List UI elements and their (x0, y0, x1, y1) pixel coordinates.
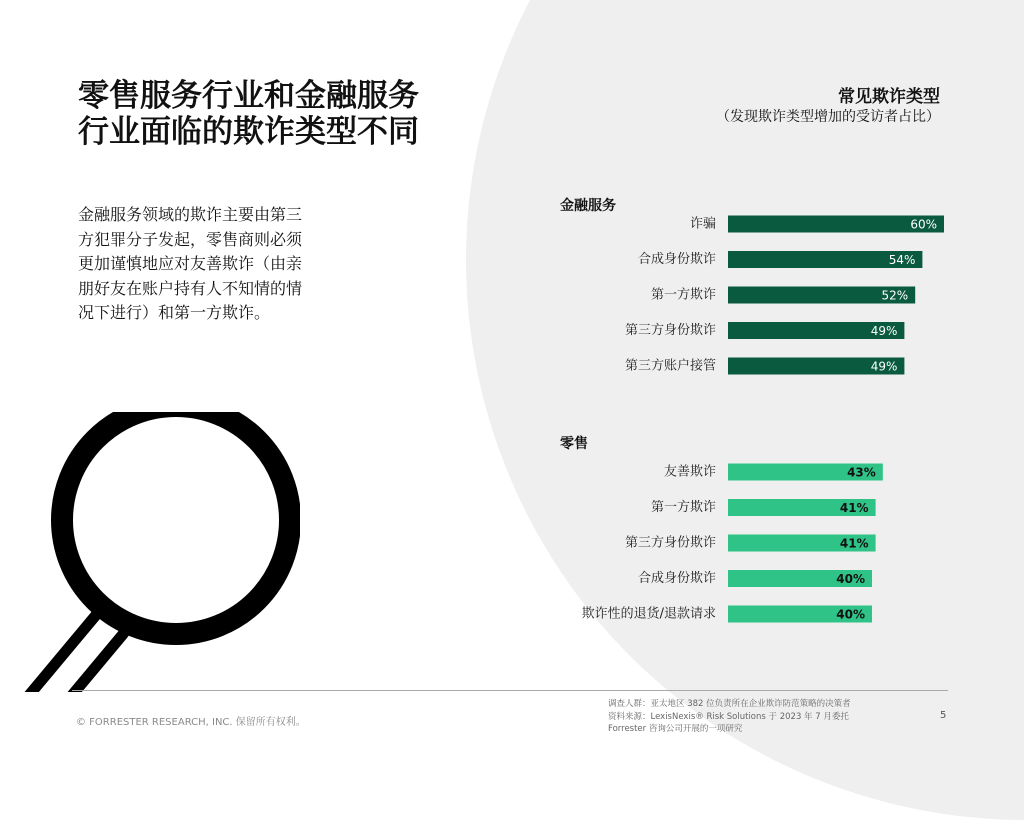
body-line: 朋好友在账户持有人不知情的情 (78, 278, 303, 298)
survey-source-note (608, 698, 928, 736)
headline-line-1: 零售服务行业和金融服务 (78, 78, 419, 114)
category-label: 第一方欺诈 (650, 287, 716, 303)
chart-group-label: 零售 (560, 436, 588, 452)
bar-value-label: 54% (888, 253, 916, 267)
bar-value-label: 40% (836, 572, 865, 586)
category-label: 第一方欺诈 (650, 500, 716, 515)
category-label: 第三方身份欺诈 (624, 323, 716, 338)
category-label: 友善欺诈 (663, 464, 716, 480)
chart-group-label: 金融服务 (560, 198, 616, 214)
chart-title: 常见欺诈类型 (838, 87, 940, 107)
bar-value-label: 52% (881, 288, 909, 303)
bar-value-label: 49% (870, 359, 898, 374)
note-line: 资料来源：LexisNexis® Risk Solutions 于 2023 年 7 月委托 (608, 711, 849, 722)
bar-value-label: 41% (839, 501, 869, 515)
category-label: 合成身份欺诈 (637, 571, 716, 586)
body-line: 更加谨慎地应对友善欺诈（由亲 (78, 254, 303, 273)
headline-line-2: 行业面临的欺诈类型不同 (78, 114, 419, 150)
category-label: 欺诈性的退货/退款请求 (581, 606, 716, 622)
category-label: 诈骗 (689, 216, 716, 232)
copyright-text: © FORRESTER RESEARCH, INC. 保留所有权利。 (76, 717, 306, 728)
bar-value-label: 40% (836, 607, 865, 622)
note-line: Forrester 咨询公司开展的一项研究 (608, 724, 743, 734)
bar-value-label: 49% (870, 324, 898, 338)
bar-value-label: 41% (839, 536, 869, 551)
page-number: 5 (940, 710, 947, 721)
body-line: 况下进行）和第一方欺诈。 (78, 303, 271, 322)
bar-value-label: 60% (910, 217, 937, 232)
bar-value-label: 43% (847, 465, 876, 480)
chart-subtitle: （发现欺诈类型增加的受访者占比） (716, 109, 940, 125)
note-line: 调查人群：亚太地区 382 位负责所在企业欺诈防范策略的决策者 (608, 699, 851, 709)
category-label: 第三方身份欺诈 (624, 535, 716, 551)
body-line: 方犯罪分子发起，零售商则必须 (78, 229, 303, 249)
footer-divider (72, 690, 948, 691)
category-label: 合成身份欺诈 (637, 252, 716, 267)
category-label: 第三方账户接管 (624, 358, 716, 374)
body-line: 金融服务领域的欺诈主要由第三 (78, 205, 303, 224)
